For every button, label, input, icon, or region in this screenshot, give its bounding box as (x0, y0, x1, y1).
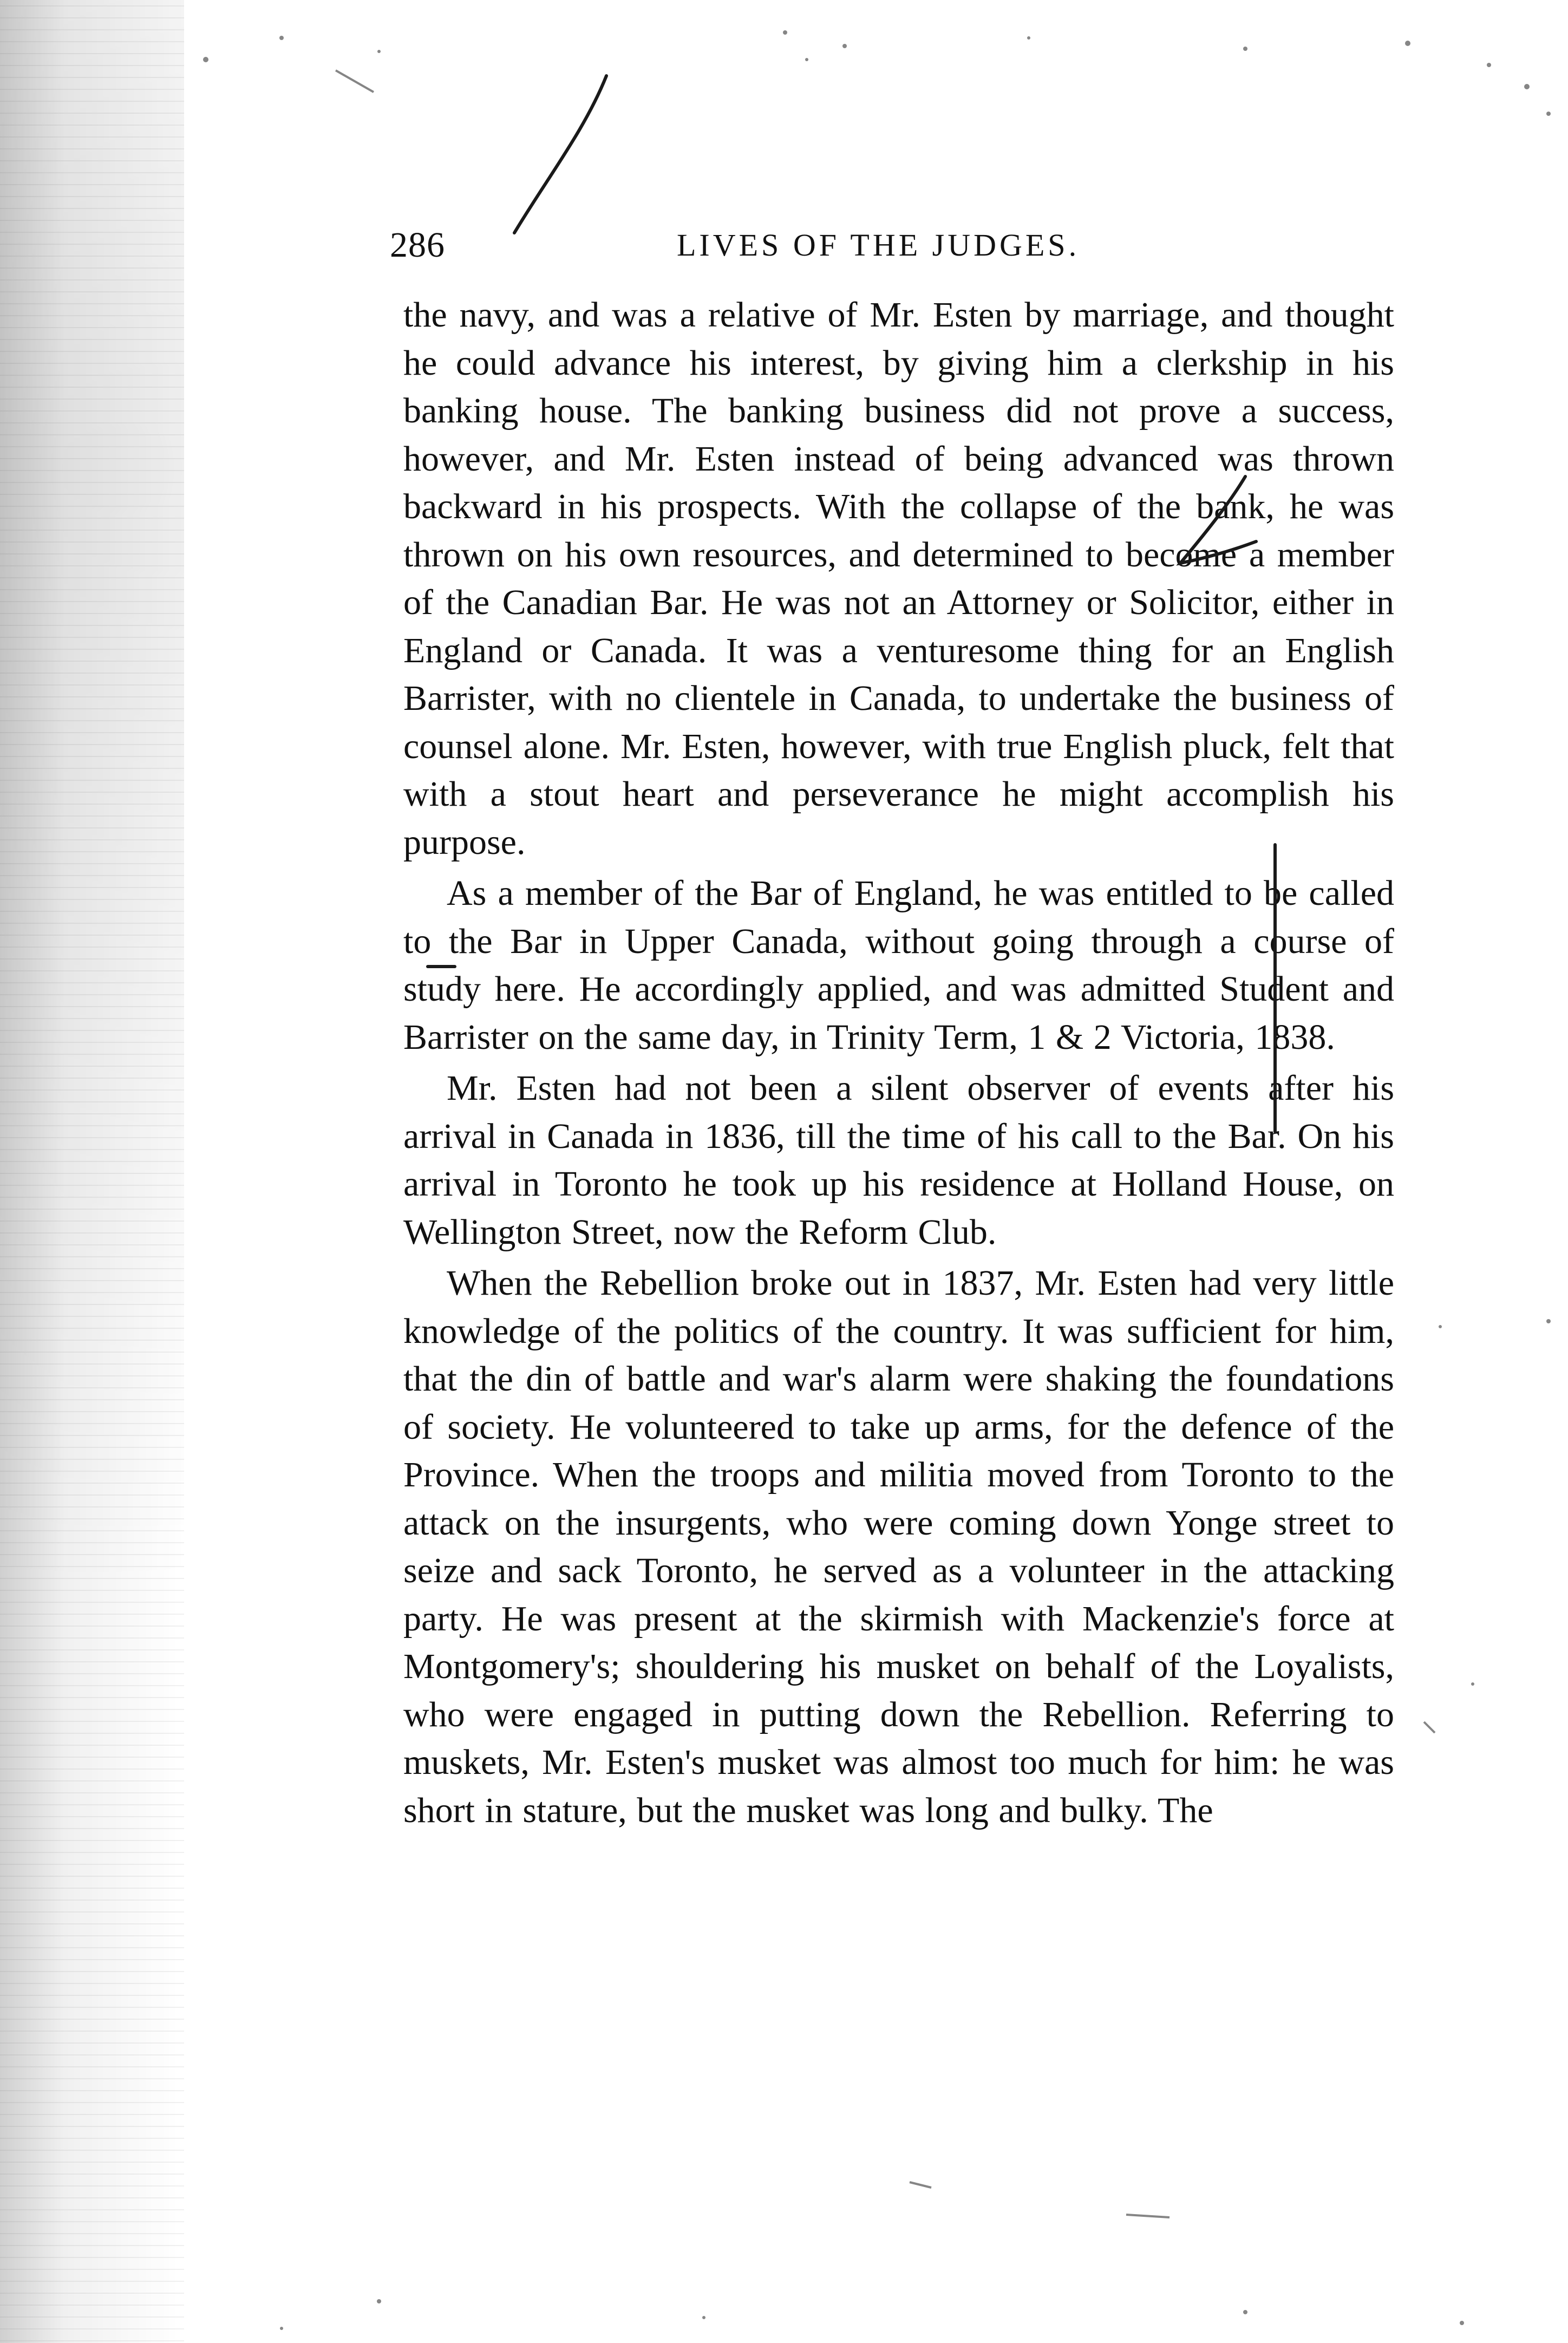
paragraph: As a member of the Bar of England, he was entitled to be called to the Bar in Upper Canada, without going through a course of study here. He accordingly applied, and was admitted Student and Barrister on the same day, in Trinity Term, 1 & 2 Victoria, 1838. (403, 873, 1394, 1057)
paragraph-continued: the navy, and was a relative of Mr. Esten by marriage, and thought he could advance his interest, by giving him a clerkship in his banking house. The banking business did not prove a success, however, and Mr. Esten instead of being advanced was thrown backward in his prospects. With the collapse of the bank, he was thrown on his own resources, and determined to become a member of the Canadian Bar. He was not an Attorney or Solicitor, either in England or Canada. It was a venturesome thing for an English Barrister, with no clientele in Canada, to undertake the business of counsel alone. Mr. Esten, however, with true English pluck, felt that with a stout heart and perseverance he might accomplish his purpose. (403, 295, 1394, 862)
pencil-stroke-head (514, 76, 606, 233)
paragraph: Mr. Esten had not been a silent observer of events after his arrival in Canada in 1836, till the time of his call to the Bar. On his arrival in Toronto he took up his residence at Holland House, on Wellington Street, now the Reform Club. (403, 1068, 1394, 1252)
running-title: LIVES OF THE JUDGES. (677, 227, 1080, 263)
paragraph: When the Rebellion broke out in 1837, Mr. Esten had very little knowledge of the politics of the country. It was sufficient for him, that the din of battle and war's alarm were shaking the foundations of society. He volunteered to take up arms, for the defence of the Province. When the troops and militia moved from Toronto to the attack on the insurgents, who were coming down Yonge street to seize and sack Toronto, he served as a volunteer in the attacking party. He was present at the skirmish with Mackenzie's force at Montgomery's; shouldering his musket on behalf of the Loyalists, who were engaged in putting down the Rebellion. Referring to muskets, Mr. Esten's musket was almost too much for him: he was short in stature, but the musket was long and bulky. The (403, 1263, 1394, 1830)
running-head (390, 225, 1408, 273)
body-text (403, 291, 1394, 1835)
page-number: 286 (390, 225, 445, 265)
binding-edge-shadow (0, 0, 184, 2343)
